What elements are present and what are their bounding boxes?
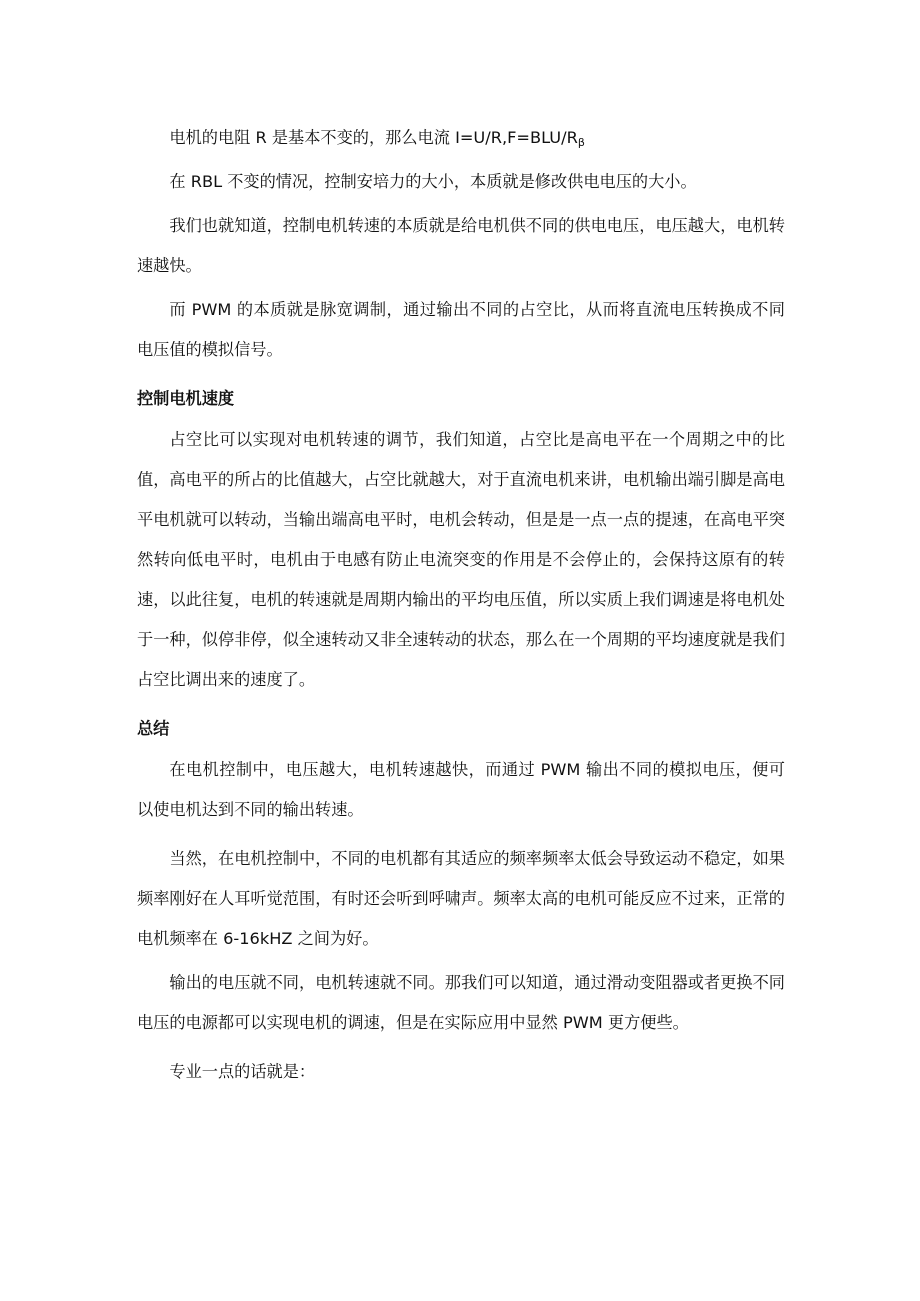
paragraph-motor-resistance: [137, 118, 785, 158]
paragraph-frequency: 当然，在电机控制中，不同的电机都有其适应的频率频率太低会导致运动不稳定，如果频率刚好在人耳听觉范围，有时还会听到呼啸声。频率太高的电机可能反应不过来，正常的电机频率在 6-16kHZ 之间为好。: [137, 849, 785, 948]
paragraph-professional: 专业一点的话就是：: [169, 1062, 316, 1081]
heading-summary: 总结: [137, 719, 170, 738]
paragraph-duty-cycle: 占空比可以实现对电机转速的调节，我们知道，占空比是高电平在一个周期之中的比值，高电平的所占的比值越大，占空比就越大，对于直流电机来讲，电机输出端引脚是高电平电机就可以转动，当输出端高电平时，电机会转动，但是是一点一点的提速，在高电平突然转向低电平时，电机由于电感有防止电流突变的作用是不会停止的，会保持这原有的转速，以此往复，电机的转速就是周期内输出的平均电压值，所以实质上我们调速是将电机处于一种，似停非停，似全速转动又非全速转动的状态，那么在一个周期的平均速度就是我们占空比调出来的速度了。: [137, 430, 785, 689]
paragraph-output-voltage: 输出的电压就不同，电机转速就不同。那我们可以知道，通过滑动变阻器或者更换不同电压的电源都可以实现电机的调速，但是在实际应用中显然 PWM 更方便些。: [137, 973, 785, 1032]
document-body: [137, 118, 785, 1092]
beta-subscript: β: [577, 136, 585, 149]
paragraph-pwm-essence: 而 PWM 的本质就是脉宽调制，通过输出不同的占空比，从而将直流电压转换成不同电压值的模拟信号。: [137, 300, 785, 359]
heading-control-motor-speed: 控制电机速度: [137, 389, 235, 408]
paragraph-motor-resistance-text: 电机的电阻 R 是基本不变的，那么电流 I=U/R,F=BLU/R: [169, 128, 578, 147]
paragraph-rbl-constant: 在 RBL 不变的情况，控制安培力的大小，本质就是修改供电电压的大小。: [169, 172, 697, 191]
paragraph-voltage-speed: 我们也就知道，控制电机转速的本质就是给电机供不同的供电电压，电压越大，电机转速越快。: [137, 216, 785, 275]
paragraph-summary-voltage: 在电机控制中，电压越大，电机转速越快，而通过 PWM 输出不同的模拟电压，便可以使电机达到不同的输出转速。: [137, 760, 785, 819]
